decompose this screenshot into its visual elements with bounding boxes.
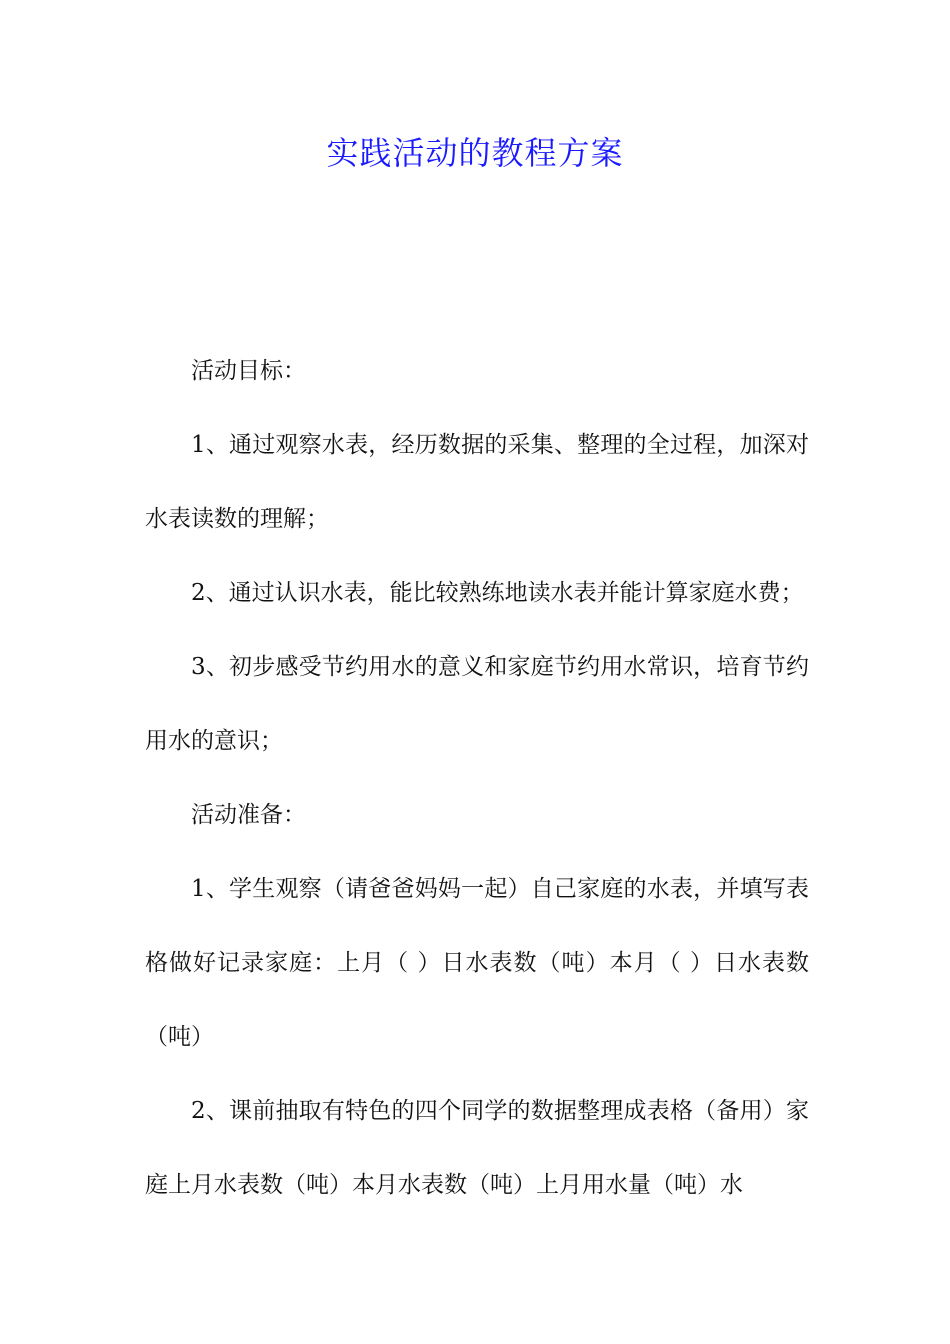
paragraph-objective-1: 1、通过观察水表，经历数据的采集、整理的全过程，加深对水表读数的理解； (145, 432, 809, 532)
document-body (145, 334, 809, 1222)
document-title: 实践活动的教程方案 (326, 134, 624, 172)
paragraph-preparation-2: 2、课前抽取有特色的四个同学的数据整理成表格（备用）家庭上月水表数（吨）本月水表数（吨）上月用水量（吨）水 (145, 1098, 809, 1198)
paragraph-preparation-1: 1、学生观察（请爸爸妈妈一起）自己家庭的水表，并填写表格做好记录家庭：上月（ ）日水表数（吨）本月（ ）日水表数（吨） (145, 876, 809, 1050)
paragraph-objective-3: 3、初步感受节约用水的意义和家庭节约用水常识，培育节约用水的意识； (145, 654, 809, 754)
paragraph-objectives-heading: 活动目标： (191, 358, 306, 384)
paragraph-objective-2: 2、通过认识水表，能比较熟练地读水表并能计算家庭水费； (191, 580, 804, 606)
paragraph-preparation-heading: 活动准备： (191, 802, 306, 828)
